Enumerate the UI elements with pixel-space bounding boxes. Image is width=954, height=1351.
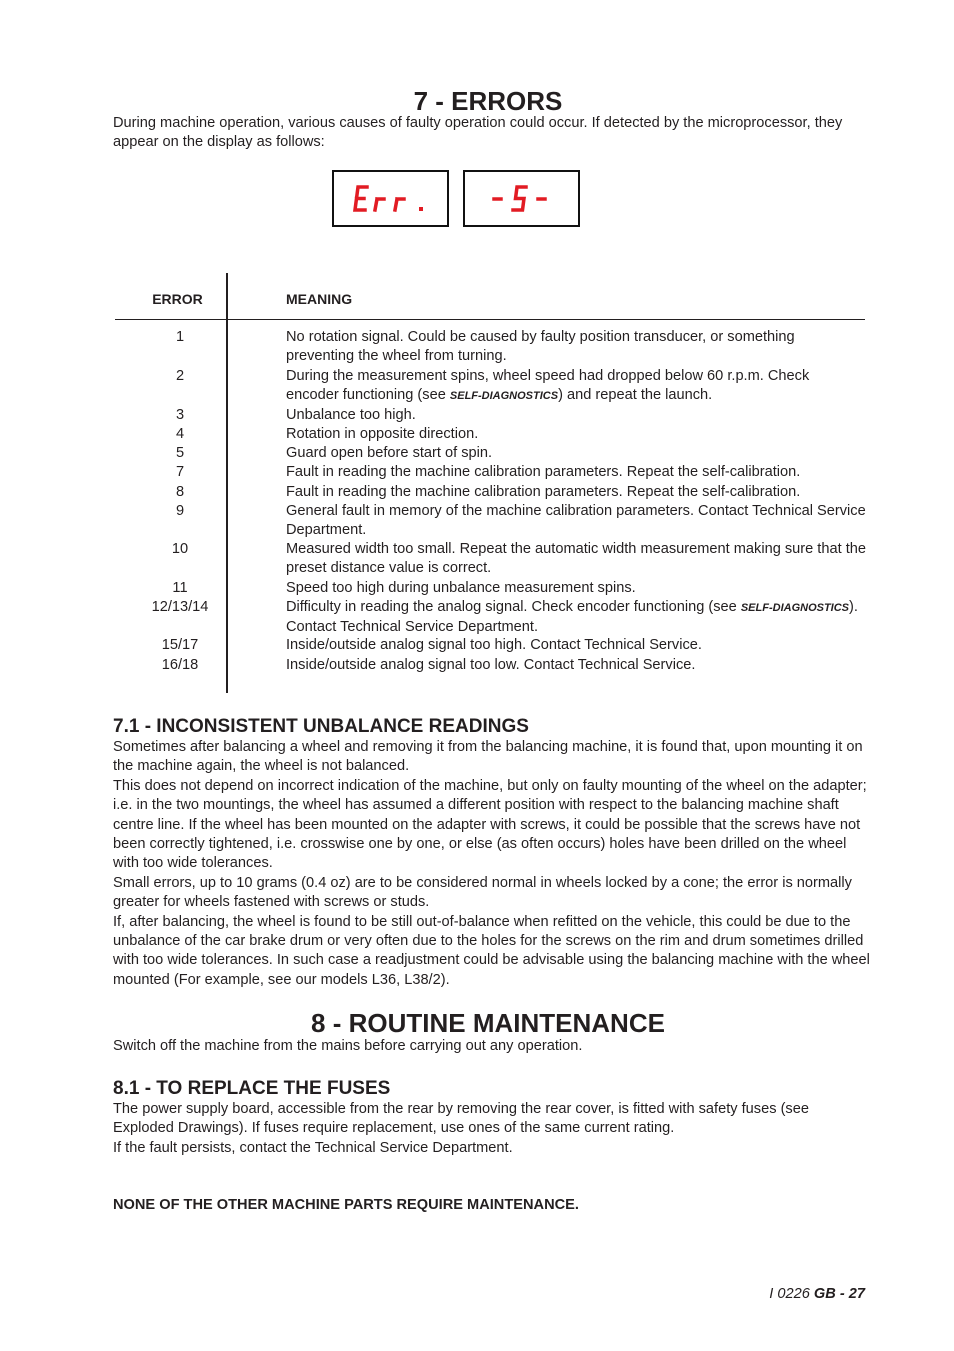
section-8-1-body (113, 1100, 873, 1158)
paragraph: If, after balancing, the wheel is found to be still out-of-balance when refitted on the vehicle, this could be due to the unbalance of the car brake drum or very often due to the holes for the screws on the rim and drum sometimes drilled with too wide tolerances. In such case a readjustment could be advisable using the balancing machine with the wheel mounted (For example, see our models L36, L38/2). (113, 913, 870, 988)
paragraph: This does not depend on incorrect indication of the machine, but only on faulty mounting of the wheel on the adapter; i.e. in the two mountings, the wheel has assumed a different position with respect to the balancing machine shaft centre line. If the wheel has been mounted on the adapter with screws, it could be possible that the screws have not been correctly tightened, i.e. crosswise one by one, or else (as often occurs) holes have been drilled on the wheel with too wide tolerances. (113, 777, 867, 872)
section-8-title: 8 - ROUTINE MAINTENANCE (311, 1008, 665, 1038)
error-meaning: Guard open before start of spin. (286, 445, 493, 461)
error-meaning (286, 367, 866, 407)
error-meaning: Measured width too small. Repeat the automatic width measurement making sure that the preset distance value is correct. (286, 541, 866, 577)
meaning-text: ). Contact Technical Service Department. (286, 599, 858, 636)
paragraph: Small errors, up to 10 grams (0.4 oz) are to be considered normal in wheels locked by a cone; the error is normally greater for wheels fastened with screws or studs. (113, 874, 852, 911)
error-code: 7 (175, 464, 185, 480)
page-number: 27 (848, 1286, 865, 1302)
error-meaning: No rotation signal. Could be caused by faulty position transducer, or something preventing the wheel from turning. (286, 329, 795, 365)
section-7-intro: During machine operation, various causes of faulty operation could occur. If detected by the microprocessor, they appear on the display as follows: (113, 115, 843, 151)
section-7-1-body (113, 738, 873, 990)
self-diagnostics-reference: SELF-DIAGNOSTICS (449, 390, 559, 403)
error-code: 8 (175, 484, 185, 500)
error-meaning: Inside/outside analog signal too low. Contact Technical Service. (286, 657, 696, 673)
table-divider-horizontal (115, 319, 865, 320)
header-error: ERROR (152, 291, 203, 307)
error-meaning: Rotation in opposite direction. (286, 426, 479, 442)
err-display-icon (334, 172, 447, 225)
meaning-text: ) and repeat the launch. (558, 387, 713, 404)
meaning-text: Difficulty in reading the analog signal. Check encoder functioning (see (286, 599, 741, 615)
error-meaning: Inside/outside analog signal too high. Contact Technical Service. (286, 637, 702, 653)
display-right (463, 170, 580, 227)
section-8-intro: Switch off the machine from the mains before carrying out any operation. (113, 1038, 583, 1054)
error-code: 16/18 (161, 657, 199, 673)
error-code: 15/17 (161, 637, 199, 653)
error-meaning: Speed too high during unbalance measurement spins. (286, 580, 636, 596)
error-code: 10 (171, 541, 189, 557)
error-code: 3 (175, 407, 185, 423)
error-code: 5 (175, 445, 185, 461)
error-code: 11 (172, 580, 188, 596)
error-code: 4 (175, 426, 185, 442)
section-7-title: 7 - ERRORS (413, 86, 563, 116)
error-meaning: General fault in memory of the machine calibration parameters. Contact Technical Service Department. (286, 503, 866, 539)
display-left (332, 170, 449, 227)
error-code: 12/13/14 (151, 599, 209, 615)
section-7-1-title: 7.1 - INCONSISTENT UNBALANCE READINGS (113, 716, 529, 737)
paragraph: The power supply board, accessible from the rear by removing the rear cover, is fitted with safety fuses (see Exploded Drawings). If fuses require replacement, use ones of the same current rating. (113, 1101, 809, 1137)
meaning-text: During the measurement spins, wheel speed had dropped below 60 r.p.m. Check encoder functioning (see (286, 368, 810, 404)
s-display-icon (465, 172, 578, 225)
header-meaning: MEANING (286, 291, 353, 307)
footer-separator: - (835, 1286, 849, 1302)
paragraph: If the fault persists, contact the Technical Service Department. (113, 1139, 513, 1156)
language-code: GB (813, 1286, 836, 1302)
error-meaning: Fault in reading the machine calibration parameters. Repeat the self-calibration. (286, 464, 801, 480)
error-meaning: Unbalance too high. (286, 407, 416, 423)
section-8-1-title: 8.1 - TO REPLACE THE FUSES (113, 1078, 391, 1099)
error-code: 2 (175, 368, 185, 384)
error-code: 1 (175, 329, 185, 345)
self-diagnostics-reference: SELF-DIAGNOSTICS (740, 602, 850, 614)
page-footer (700, 1285, 865, 1303)
error-code: 9 (175, 503, 185, 519)
doc-code: I 0226 (769, 1286, 810, 1302)
maintenance-note: NONE OF THE OTHER MACHINE PARTS REQUIRE MAINTENANCE. (113, 1197, 579, 1213)
error-meaning (286, 598, 866, 638)
error-meaning: Fault in reading the machine calibration parameters. Repeat the self-calibration. (286, 484, 801, 500)
paragraph: Sometimes after balancing a wheel and removing it from the balancing machine, it is found that, upon mounting it on the machine again, the wheel is not balanced. (113, 739, 863, 775)
